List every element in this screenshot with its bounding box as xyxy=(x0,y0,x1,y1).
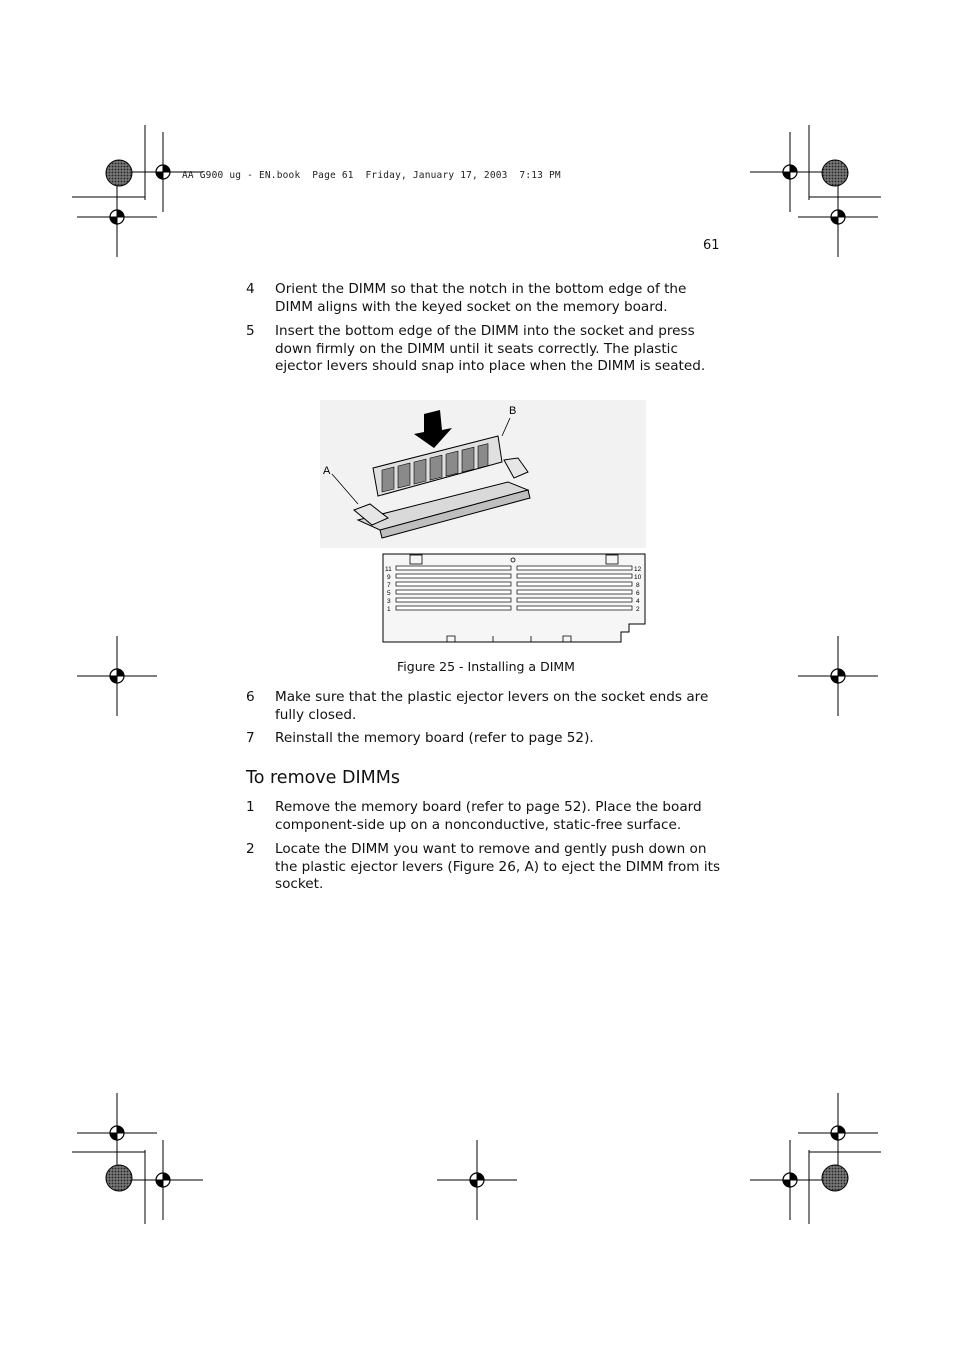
callout-b: B xyxy=(509,405,517,417)
memory-board-slot-diagram xyxy=(381,552,649,648)
slot-number: 1 xyxy=(387,606,391,613)
list-item xyxy=(246,689,726,724)
step-number: 2 xyxy=(246,841,255,857)
dimm-install-illustration xyxy=(318,400,648,550)
slot-number: 3 xyxy=(387,598,391,605)
list-item xyxy=(246,281,726,316)
slot-number: 2 xyxy=(636,606,640,613)
list-item xyxy=(246,841,726,894)
slot-number: 5 xyxy=(387,590,391,597)
step-text: Locate the DIMM you want to remove and gently push down on the plastic ejector levers (Figure 26, A) to eject the DIMM from its socket. xyxy=(275,841,721,893)
callout-a: A xyxy=(323,465,331,477)
list-item xyxy=(246,730,726,748)
slot-number: 6 xyxy=(636,590,640,597)
step-number: 5 xyxy=(246,323,255,339)
slot-number: 11 xyxy=(385,566,392,573)
page-number: 61 xyxy=(703,238,720,253)
slot-number: 10 xyxy=(634,574,642,581)
step-text: Insert the bottom edge of the DIMM into the socket and press down firmly on the DIMM until it seats correctly. The plastic ejector levers should snap into place when the DIMM is seated. xyxy=(275,323,706,375)
step-number: 1 xyxy=(246,799,255,815)
step-text: Orient the DIMM so that the notch in the bottom edge of the DIMM aligns with the keyed socket on the memory board. xyxy=(275,281,687,315)
step-number: 4 xyxy=(246,281,255,297)
slot-number: 8 xyxy=(636,582,640,589)
step-number: 6 xyxy=(246,689,255,705)
section-heading: To remove DIMMs xyxy=(246,768,400,788)
slot-number: 7 xyxy=(387,582,391,589)
figure-caption: Figure 25 - Installing a DIMM xyxy=(397,659,575,674)
slot-number: 9 xyxy=(387,574,391,581)
step-text: Reinstall the memory board (refer to page 52). xyxy=(275,730,594,746)
step-text: Remove the memory board (refer to page 52). Place the board component-side up on a nonconductive, static-free surface. xyxy=(275,799,702,833)
step-number: 7 xyxy=(246,730,255,746)
list-item xyxy=(246,799,726,834)
list-item xyxy=(246,323,726,376)
book-slug-line: AA G900 ug - EN.book Page 61 Friday, January 17, 2003 7:13 PM xyxy=(182,170,561,181)
slot-number: 12 xyxy=(634,566,642,573)
slot-number: 4 xyxy=(636,598,640,605)
step-text: Make sure that the plastic ejector levers on the socket ends are fully closed. xyxy=(275,689,709,723)
